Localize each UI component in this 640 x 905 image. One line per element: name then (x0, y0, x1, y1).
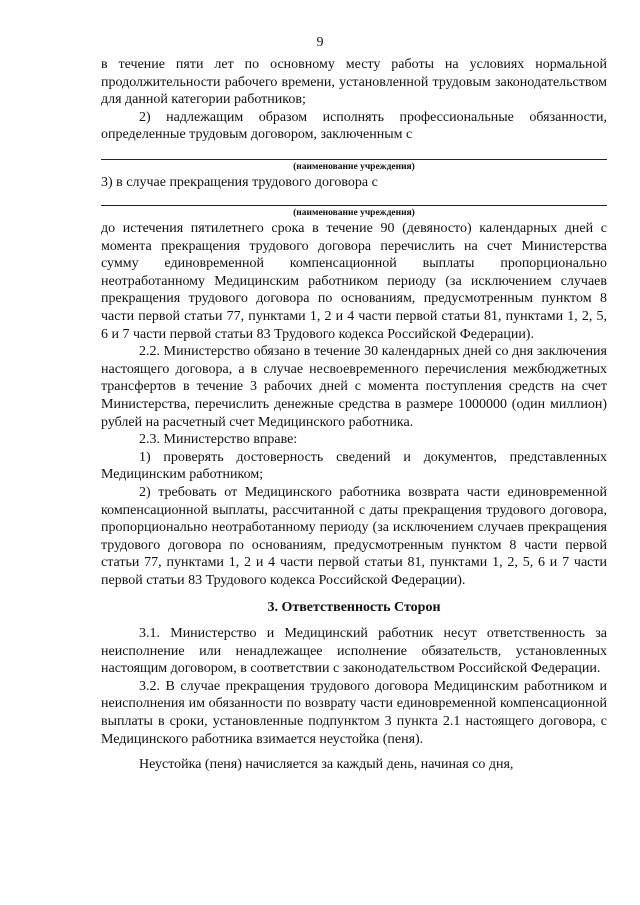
paragraph-2-3-2: 2) требовать от Медицинского работника возврата части единовременной компенсационной выплаты, рассчитанной с даты прекращения трудового договора, пропорционально неотработанному периоду (за исключением случаев прекращения трудового договора по основаниям, предусмотренным пунктом 8 части первой статьи 77, пунктами 1, 2 и 4 части первой статьи 81, пунктами 1, 2, 5, 6 и 7 части первой статьи 83 Трудового кодекса Российской Федерации). (101, 484, 607, 588)
paragraph-3-2: 3.2. В случае прекращения трудового договора Медицинским работником и неисполнения им обязанности по возврату части единовременной компенсационной выплаты в сроки, установленные подпунктом 3 пункта 2.1 настоящего договора, с Медицинского работника взимается неустойка (пеня). (101, 678, 607, 747)
signature-line-2 (101, 205, 607, 219)
blank-line-1 (101, 159, 607, 160)
paragraph-2-2: 2.2. Министерство обязано в течение 30 календарных дней со дня заключения настоящего договора, а в случае несвоевременного перечисления межбюджетных трансфертов в течение 3 рабочих дней с момента поступления средств на счет Министерства, перечислить денежные средства в размере 1000000 (один миллион) рублей на расчетный счет Медицинского работника. (101, 344, 607, 430)
page-number: 9 (316, 35, 324, 50)
paragraph-2-3-1: 1) проверять достоверность сведений и документов, представленных Медицинским работником; (101, 449, 607, 483)
signature-line-1 (101, 159, 607, 173)
intro-block (101, 56, 607, 144)
section-3-heading: 3. Ответственность Сторон (267, 600, 441, 616)
blank-line-2 (101, 205, 607, 206)
paragraph-penalty: Неустойка (пеня) начисляется за каждый день, начиная со дня, (139, 757, 514, 773)
paragraph-2-3: 2.3. Министерство вправе: (139, 432, 298, 448)
intro-paragraph: в течение пяти лет по основному месту работы на условиях нормальной продолжительности рабочего времени, установленной трудовым законодательством для данной категории работников; (101, 57, 607, 108)
item-3-block (101, 174, 607, 192)
item-3-paragraph: 3) в случае прекращения трудового договора с (101, 175, 378, 190)
caption-institution-2: (наименование учреждения) (293, 208, 415, 218)
caption-institution-1: (наименование учреждения) (293, 162, 415, 172)
paragraph-3-1: 3.1. Министерство и Медицинский работник несут ответственность за неисполнение или ненадлежащее исполнение обязательств, установленных настоящим договором, в соответствии с законодательством Российской Федерации. (101, 626, 607, 677)
item-2-paragraph: 2) надлежащим образом исполнять профессиональные обязанности, определенные трудовым договором, заключенным с (101, 109, 607, 143)
main-body (101, 220, 607, 774)
item-3-continuation: до истечения пятилетнего срока в течение 90 (девяносто) календарных дней с момента прекращения трудового договора перечислить на счет Министерства сумму единовременной компенсационной выплаты пропорционально неотработанному Медицинским работником периоду (за исключением случаев прекращения трудового договора по основаниям, предусмотренным пунктом 8 части первой статьи 77, пунктами 1, 2 и 4 части первой статьи 81, пунктами 1, 2, 5, 6 и 7 части первой статьи 83 Трудового кодекса Российской Федерации). (101, 221, 607, 342)
